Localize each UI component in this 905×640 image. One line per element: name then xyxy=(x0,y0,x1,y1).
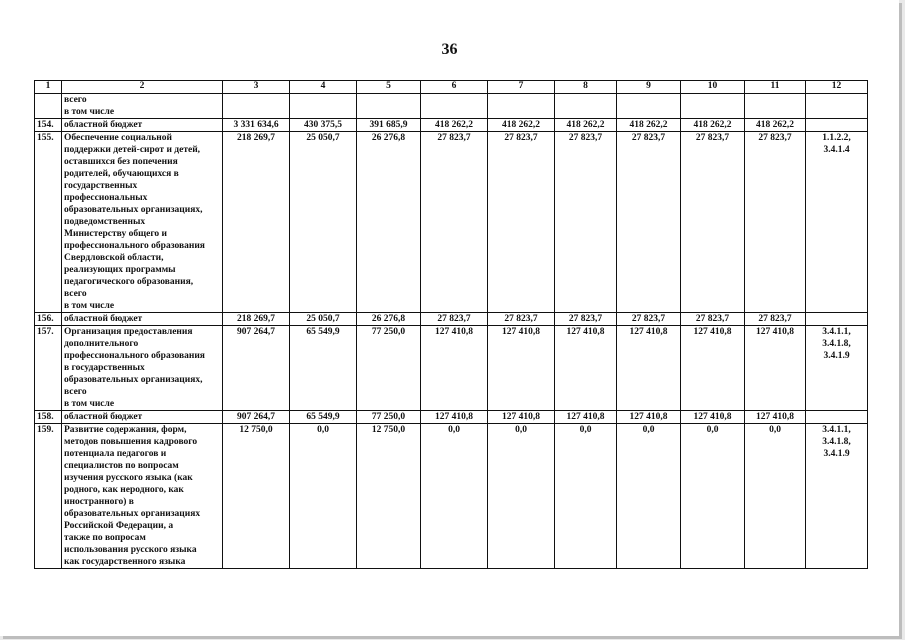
description-line: областной бюджет xyxy=(64,314,143,324)
target-reference xyxy=(806,132,868,313)
value-cell: 26 276,8 xyxy=(357,313,421,326)
row-description xyxy=(62,424,223,569)
description-line: профессиональных xyxy=(64,193,148,203)
row-number: 156. xyxy=(35,313,62,326)
target-reference xyxy=(806,119,868,132)
target-reference xyxy=(806,411,868,424)
column-header: 6 xyxy=(421,81,488,94)
value-cell: 12 750,0 xyxy=(223,424,290,569)
description-line: образовательных организациях xyxy=(64,509,201,519)
value-cell: 25 050,7 xyxy=(290,313,357,326)
table-row xyxy=(35,411,868,424)
column-header: 9 xyxy=(617,81,681,94)
value-cell: 907 264,7 xyxy=(223,326,290,411)
target-reference xyxy=(806,424,868,569)
value-cell: 127 410,8 xyxy=(555,326,617,411)
description-line: в том числе xyxy=(64,301,115,311)
value-cell: 127 410,8 xyxy=(745,411,806,424)
value-cell xyxy=(555,94,617,119)
value-cell: 77 250,0 xyxy=(357,326,421,411)
reference-line: 3.4.1.1, xyxy=(822,327,851,337)
value-cell: 907 264,7 xyxy=(223,411,290,424)
description-line: в том числе xyxy=(64,399,115,409)
row-number: 158. xyxy=(35,411,62,424)
row-number: 155. xyxy=(35,132,62,313)
row-description xyxy=(62,326,223,411)
reference-line: 3.4.1.1, xyxy=(822,425,851,435)
value-cell xyxy=(290,94,357,119)
table-row xyxy=(35,132,868,313)
value-cell: 127 410,8 xyxy=(488,411,555,424)
row-description xyxy=(62,313,223,326)
description-line: родного, как неродного, как xyxy=(64,485,184,495)
value-cell: 27 823,7 xyxy=(488,313,555,326)
value-cell: 430 375,5 xyxy=(290,119,357,132)
description-line: областной бюджет xyxy=(64,120,143,130)
description-line: всего xyxy=(64,289,87,299)
row-description xyxy=(62,94,223,119)
description-line: образовательных организациях, xyxy=(64,375,203,385)
column-header: 10 xyxy=(681,81,745,94)
row-number: 154. xyxy=(35,119,62,132)
column-header: 1 xyxy=(35,81,62,94)
value-cell: 127 410,8 xyxy=(488,326,555,411)
value-cell: 218 269,7 xyxy=(223,313,290,326)
value-cell: 25 050,7 xyxy=(290,132,357,313)
value-cell: 27 823,7 xyxy=(421,313,488,326)
value-cell xyxy=(745,94,806,119)
value-cell: 0,0 xyxy=(745,424,806,569)
value-cell: 218 269,7 xyxy=(223,132,290,313)
target-reference xyxy=(806,313,868,326)
value-cell: 27 823,7 xyxy=(617,132,681,313)
budget-table xyxy=(34,80,868,569)
value-cell: 65 549,9 xyxy=(290,326,357,411)
value-cell: 127 410,8 xyxy=(421,411,488,424)
description-line: также по вопросам xyxy=(64,533,146,543)
description-line: методов повышения кадрового xyxy=(64,437,198,447)
column-header: 8 xyxy=(555,81,617,94)
description-line: в государственных xyxy=(64,363,145,373)
value-cell: 0,0 xyxy=(617,424,681,569)
description-line: Министерству общего и xyxy=(64,229,167,239)
value-cell xyxy=(617,94,681,119)
column-header: 11 xyxy=(745,81,806,94)
target-reference xyxy=(806,94,868,119)
description-line: оставшихся без попечения xyxy=(64,157,178,167)
column-header: 2 xyxy=(62,81,223,94)
target-reference xyxy=(806,326,868,411)
row-description xyxy=(62,119,223,132)
value-cell: 391 685,9 xyxy=(357,119,421,132)
reference-line: 3.4.1.9 xyxy=(823,351,850,361)
table-row xyxy=(35,313,868,326)
value-cell: 27 823,7 xyxy=(488,132,555,313)
row-number xyxy=(35,94,62,119)
value-cell xyxy=(681,94,745,119)
row-number: 157. xyxy=(35,326,62,411)
value-cell: 0,0 xyxy=(421,424,488,569)
value-cell: 127 410,8 xyxy=(555,411,617,424)
column-header: 7 xyxy=(488,81,555,94)
value-cell: 127 410,8 xyxy=(681,411,745,424)
description-line: в том числе xyxy=(64,107,115,117)
value-cell: 27 823,7 xyxy=(745,132,806,313)
description-line: специалистов по вопросам xyxy=(64,461,179,471)
value-cell: 27 823,7 xyxy=(555,313,617,326)
value-cell xyxy=(357,94,421,119)
description-line: подведомственных xyxy=(64,217,146,227)
description-line: профессионального образования xyxy=(64,241,205,251)
reference-line: 3.4.1.8, xyxy=(822,437,851,447)
value-cell: 418 262,2 xyxy=(681,119,745,132)
value-cell: 26 276,8 xyxy=(357,132,421,313)
table-row xyxy=(35,119,868,132)
reference-line: 3.4.1.9 xyxy=(823,449,850,459)
description-line: всего xyxy=(64,387,87,397)
value-cell xyxy=(488,94,555,119)
column-header: 4 xyxy=(290,81,357,94)
reference-line: 3.4.1.4 xyxy=(823,145,850,155)
value-cell: 27 823,7 xyxy=(681,313,745,326)
description-line: всего xyxy=(64,95,87,105)
description-line: Организация предоставления xyxy=(64,327,193,337)
description-line: изучения русского языка (как xyxy=(64,473,193,483)
value-cell: 0,0 xyxy=(681,424,745,569)
description-line: Развитие содержания, форм, xyxy=(64,425,187,435)
value-cell: 0,0 xyxy=(488,424,555,569)
value-cell: 27 823,7 xyxy=(745,313,806,326)
value-cell xyxy=(421,94,488,119)
description-line: родителей, обучающихся в xyxy=(64,169,179,179)
column-header-row xyxy=(35,81,868,94)
page-number: 36 xyxy=(441,41,458,58)
value-cell: 418 262,2 xyxy=(555,119,617,132)
value-cell: 77 250,0 xyxy=(357,411,421,424)
reference-line: 3.4.1.8, xyxy=(822,339,851,349)
column-header: 5 xyxy=(357,81,421,94)
description-line: потенциала педагогов и xyxy=(64,449,167,459)
value-cell: 27 823,7 xyxy=(421,132,488,313)
value-cell: 418 262,2 xyxy=(617,119,681,132)
description-line: профессионального образования xyxy=(64,351,205,361)
description-line: реализующих программы xyxy=(64,265,176,275)
description-line: образовательных организациях, xyxy=(64,205,203,215)
value-cell: 418 262,2 xyxy=(421,119,488,132)
description-line: государственных xyxy=(64,181,138,191)
value-cell: 0,0 xyxy=(555,424,617,569)
row-number: 159. xyxy=(35,424,62,569)
value-cell: 27 823,7 xyxy=(681,132,745,313)
value-cell: 0,0 xyxy=(290,424,357,569)
table-body xyxy=(35,81,868,569)
value-cell: 65 549,9 xyxy=(290,411,357,424)
description-line: Российской Федерации, а xyxy=(64,521,174,531)
description-line: дополнительного xyxy=(64,339,139,349)
value-cell: 3 331 634,6 xyxy=(223,119,290,132)
description-line: использования русского языка xyxy=(64,545,197,555)
value-cell: 127 410,8 xyxy=(421,326,488,411)
value-cell: 27 823,7 xyxy=(617,313,681,326)
value-cell: 127 410,8 xyxy=(681,326,745,411)
description-line: как государственного языка xyxy=(64,557,186,567)
value-cell: 418 262,2 xyxy=(745,119,806,132)
row-description xyxy=(62,132,223,313)
description-line: Обеспечение социальной xyxy=(64,133,172,143)
reference-line: 1.1.2.2, xyxy=(822,133,851,143)
description-line: областной бюджет xyxy=(64,412,143,422)
column-header: 12 xyxy=(806,81,868,94)
row-description xyxy=(62,411,223,424)
value-cell: 418 262,2 xyxy=(488,119,555,132)
column-header: 3 xyxy=(223,81,290,94)
description-line: иностранного) в xyxy=(64,497,134,507)
value-cell: 127 410,8 xyxy=(745,326,806,411)
description-line: педагогического образования, xyxy=(64,277,194,287)
description-line: Свердловской области, xyxy=(64,253,164,263)
value-cell: 12 750,0 xyxy=(357,424,421,569)
value-cell: 127 410,8 xyxy=(617,411,681,424)
value-cell: 27 823,7 xyxy=(555,132,617,313)
table-row xyxy=(35,326,868,411)
value-cell xyxy=(223,94,290,119)
table-row xyxy=(35,424,868,569)
table-row xyxy=(35,94,868,119)
value-cell: 127 410,8 xyxy=(617,326,681,411)
description-line: поддержки детей-сирот и детей, xyxy=(64,145,201,155)
